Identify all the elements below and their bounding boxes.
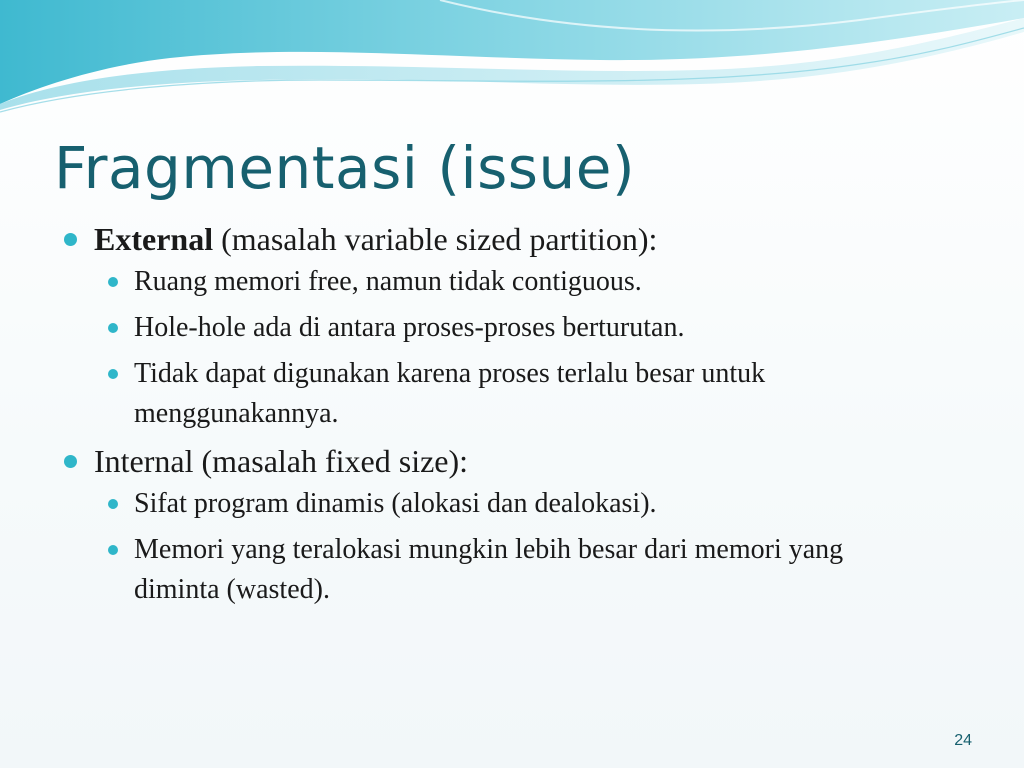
- bullet-rest-text: (masalah variable sized partition):: [213, 221, 658, 257]
- sub-bullet-dot-icon: [108, 277, 118, 287]
- sub-bullet-item: [94, 484, 960, 524]
- sub-bullet-dot-icon: [108, 499, 118, 509]
- bullet-text: [94, 218, 960, 260]
- bullet-text: [94, 440, 960, 482]
- header-wave-decoration: [0, 0, 1024, 120]
- sub-bullet-dot-icon: [108, 323, 118, 333]
- bullet-item-internal: [60, 440, 960, 610]
- sub-bullet-list: [94, 484, 960, 610]
- sub-bullet-item: [94, 354, 914, 434]
- sub-bullet-text: Ruang memori free, namun tidak contiguous.: [134, 266, 642, 297]
- sub-bullet-text: Sifat program dinamis (alokasi dan dealokasi).: [134, 488, 657, 519]
- slide-content: [60, 218, 960, 616]
- bullet-dot-icon: [64, 233, 77, 246]
- bullet-item-external: [60, 218, 960, 434]
- sub-bullet-item: [94, 530, 914, 610]
- sub-bullet-dot-icon: [108, 369, 118, 379]
- sub-bullet-dot-icon: [108, 545, 118, 555]
- slide-title: Fragmentasi (issue): [54, 134, 636, 202]
- sub-bullet-text: Hole-hole ada di antara proses-proses berturutan.: [134, 312, 685, 343]
- bullet-list: [60, 218, 960, 610]
- bullet-rest-text: Internal (masalah fixed size):: [94, 443, 469, 479]
- bullet-bold-term: External: [94, 221, 214, 257]
- sub-bullet-list: [94, 262, 960, 434]
- sub-bullet-item: [94, 262, 960, 302]
- sub-bullet-text: Tidak dapat digunakan karena proses terlalu besar untuk menggunakannya.: [134, 358, 766, 429]
- sub-bullet-item: [94, 308, 960, 348]
- bullet-dot-icon: [64, 455, 77, 468]
- sub-bullet-text: Memori yang teralokasi mungkin lebih besar dari memori yang diminta (wasted).: [134, 534, 844, 605]
- slide-number: 24: [954, 732, 972, 749]
